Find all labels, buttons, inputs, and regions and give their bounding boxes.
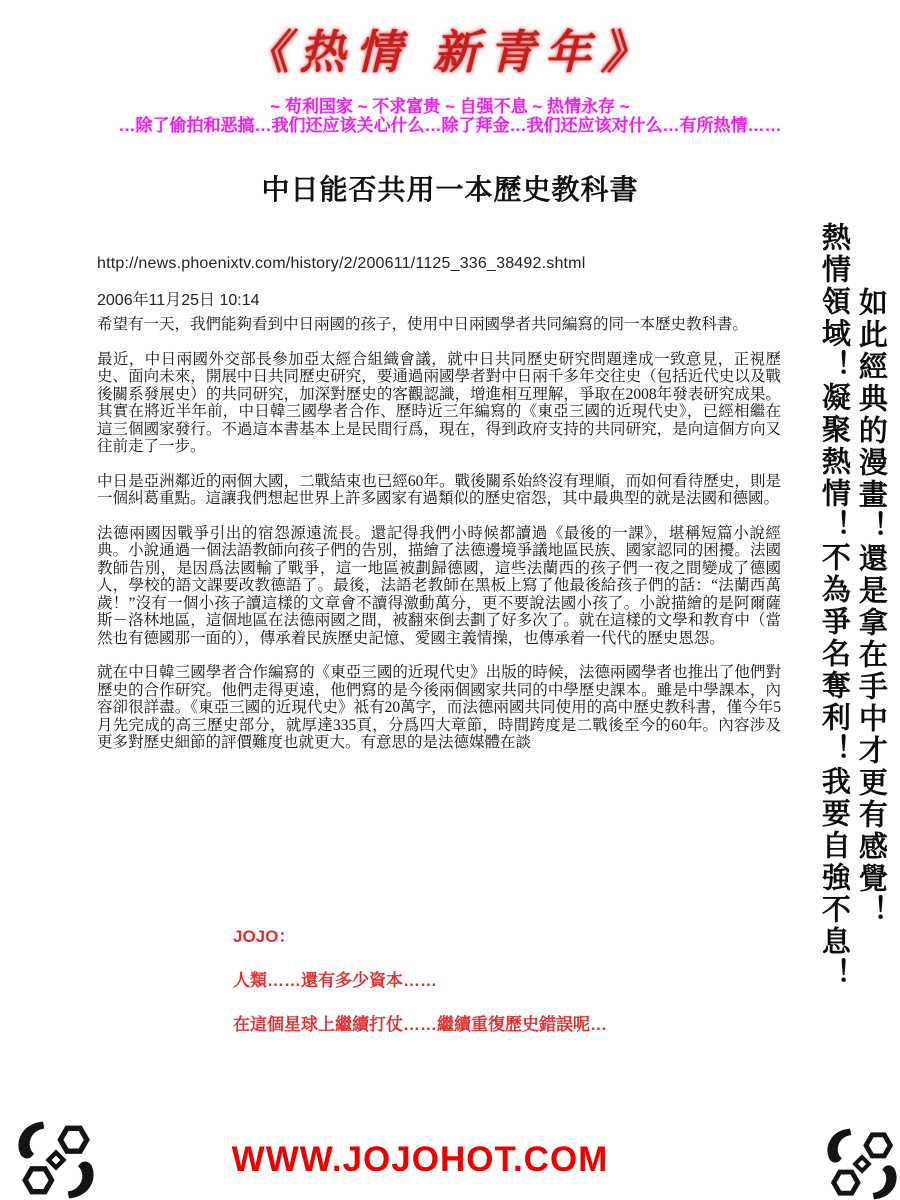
comment-author: JOJO： xyxy=(233,927,296,946)
translator-comment xyxy=(233,922,607,1054)
article-body xyxy=(97,316,781,769)
article-paragraph: 最近，中日兩國外交部長參加亞太經合組織會議，就中日共同歷史研究問題達成一致意見，正視歷史、面向未來，開展中日共同歷史研究，要通過兩國學者對中日兩千多年交往史（包括近代史以及戰後關系發展史）的共同研究，加深對歷史的客觀認識，增進相互理解，爭取在2008年發表研究成果。其實在將近半年前，中日韓三國學者合作、歷時近三年編寫的《東亞三國的近現代史》，已經相繼在這三個國家發行。不過這本書基本上是民間行爲，現在，得到政府支持的共同研究，是向這個方向又往前走了一步。 xyxy=(97,350,781,455)
pinwheel-ornament-icon xyxy=(12,1116,100,1200)
pinwheel-ornament-icon xyxy=(822,1124,900,1200)
article-paragraph: 法德兩國因戰爭引出的宿怨源遠流長。還記得我們小時候都讀過《最後的一課》，堪稱短篇小說經典。小說通過一個法語教師向孩子們的告別，描繪了法德邊境爭議地區民族、國家認同的困擾。法國教師告別，是因爲法國輸了戰爭，這一地區被劃歸德國，這些法蘭西的孩子們一夜之間變成了德國人，學校的語文課要改教德語了。最後，法語老教師在黑板上寫了他最後給孩子們的話：“法蘭西萬歲！”沒有一個小孩子讀這樣的文章會不讀得激動萬分，更不要說法國小孩了。小說描繪的是阿爾薩斯－洛林地區，這個地區在法德兩國之間，被翻來倒去劃了好多次了。就在這樣的文學和教育中（當然也有德國那一面的），傳承着民族歷史記憶、愛國主義情操，也傳承着一代代的歷史恩怨。 xyxy=(97,524,781,647)
article-source-url: http://news.phoenixtv.com/history/2/200611/1125_336_38492.shtml xyxy=(97,255,586,272)
article-paragraph: 希望有一天，我們能夠看到中日兩國的孩子，使用中日兩國學者共同編寫的同一本歷史教科書。 xyxy=(97,316,749,333)
comment-line-1: 人類……還有多少資本…… xyxy=(233,971,437,990)
article-title: 中日能否共用一本歷史教科書 xyxy=(261,174,639,205)
motto-line-1: ~ 苟利国家 ~ 不求富贵 ~ 自强不息 ~ 热情永存 ~ xyxy=(270,97,630,116)
vertical-slogan-left: 熱情領域！凝聚熱情！不為爭名奪利！我要自強不息！ xyxy=(817,222,850,990)
website-url: WWW.JOJOHOT.COM xyxy=(231,1140,609,1179)
comment-line-2: 在這個星球上繼續打仗……繼續重復歷史錯誤呢… xyxy=(233,1015,607,1034)
article-date: 2006年11月25日 10:14 xyxy=(97,292,260,309)
article-paragraph: 中日是亞洲鄰近的兩個大國，二戰結束也已經60年。戰後關系始終沒有理順，而如何看待歷史，則是一個糾葛重點。這讓我們想起世界上許多國家有過類似的歷史宿怨，其中最典型的就是法國和德國。 xyxy=(97,472,781,507)
vertical-slogan-right: 如此經典的漫畫！還是拿在手中才更有感覺！ xyxy=(854,287,887,927)
article-paragraph: 就在中日韓三國學者合作編寫的《東亞三國的近現代史》出版的時候，法德兩國學者也推出了他們對歷史的合作研究。他們走得更遠，他們寫的是今後兩個國家共同的中學歷史課本。雖是中學課本，內容卻很詳盡。《東亞三國的近現代史》祗有20萬字，而法德兩國共同使用的高中歷史教科書，僅今年5月先完成的高三歷史部分，就厚達335頁，分爲四大章節，時間跨度是二戰後至今的60年。內容涉及更多對歷史細節的評價難度也就更大。有意思的是法德媒體在談 xyxy=(97,664,781,751)
motto-line-2: …除了偷拍和恶搞…我们还应该关心什么…除了拜金…我们还应该对什么…有所热情…… xyxy=(118,116,782,135)
series-title: 《热情 新青年》 xyxy=(243,27,657,78)
